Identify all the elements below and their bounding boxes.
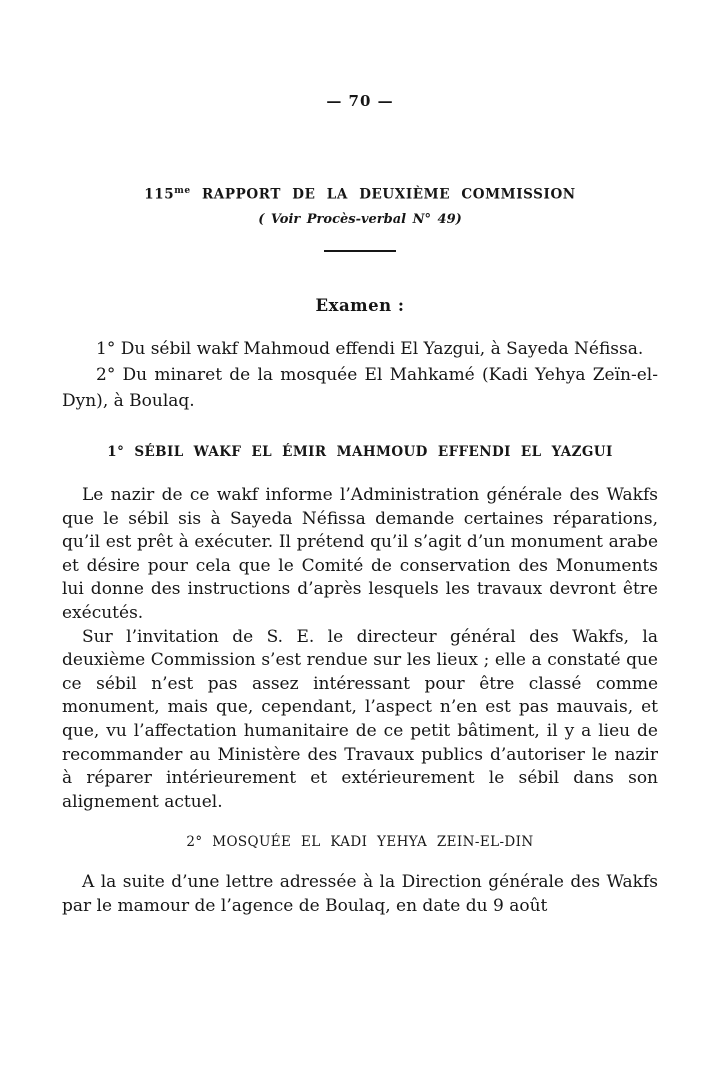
report-ordinal-suffix: me xyxy=(174,186,191,196)
section-body-mosquee xyxy=(62,871,658,918)
report-title xyxy=(0,186,720,203)
paragraph: Le nazir de ce wakf informe l’Administration générale des Wakfs que le sébil sis à Sayeda Néfissa demande certaines réparations, qu’il est prêt à exécuter. Il prétend qu’il s’agit d’un monument arabe et désire pour cela que le Comité de conservation des Monuments lui donne des instructions d’après lesquels les travaux devront être exécutés. xyxy=(62,485,658,623)
report-title-text: RAPPORT DE LA DEUXIÈME COMMISSION xyxy=(190,186,576,203)
examen-heading: Examen : xyxy=(315,296,405,315)
examen-item: 2° Du minaret de la mosquée El Mahkamé (Kadi Yehya Zeïn-el-Dyn), à Boulaq. xyxy=(62,365,658,411)
examen-item: 1° Du sébil wakf Mahmoud effendi El Yazgui, à Sayeda Néfissa. xyxy=(96,339,644,359)
examen-list xyxy=(62,336,658,414)
page-number: — 70 — xyxy=(326,92,394,110)
divider-rule xyxy=(324,250,396,252)
report-subtitle: ( Voir Procès-verbal N° 49) xyxy=(258,212,462,227)
section-body-sebil xyxy=(62,484,658,814)
paragraph: A la suite d’une lettre adressée à la Direction générale des Wakfs par le mamour de l’agence de Boulaq, en date du 9 août xyxy=(62,872,658,916)
paragraph: Sur l’invitation de S. E. le directeur général des Wakfs, la deuxième Commission s’est rendue sur les lieux ; elle a constaté que ce sébil n’est pas assez intéressant pour être classé comme monument, mais que, cependant, l’aspect n’en est pas mauvais, et que, vu l’affectation humanitaire de ce petit bâtiment, il y a lieu de recommander au Ministère des Travaux publics d’autoriser le nazir à réparer intérieurement et extérieurement le sébil dans son alignement actuel. xyxy=(62,626,658,812)
report-number: 115 xyxy=(144,186,175,203)
section-heading-mosquee: 2° MOSQUÉE EL KADI YEHYA ZEIN-EL-DIN xyxy=(186,834,534,850)
section-heading-sebil: 1° SÉBIL WAKF EL ÉMIR MAHMOUD EFFENDI EL YAZGUI xyxy=(107,444,613,460)
